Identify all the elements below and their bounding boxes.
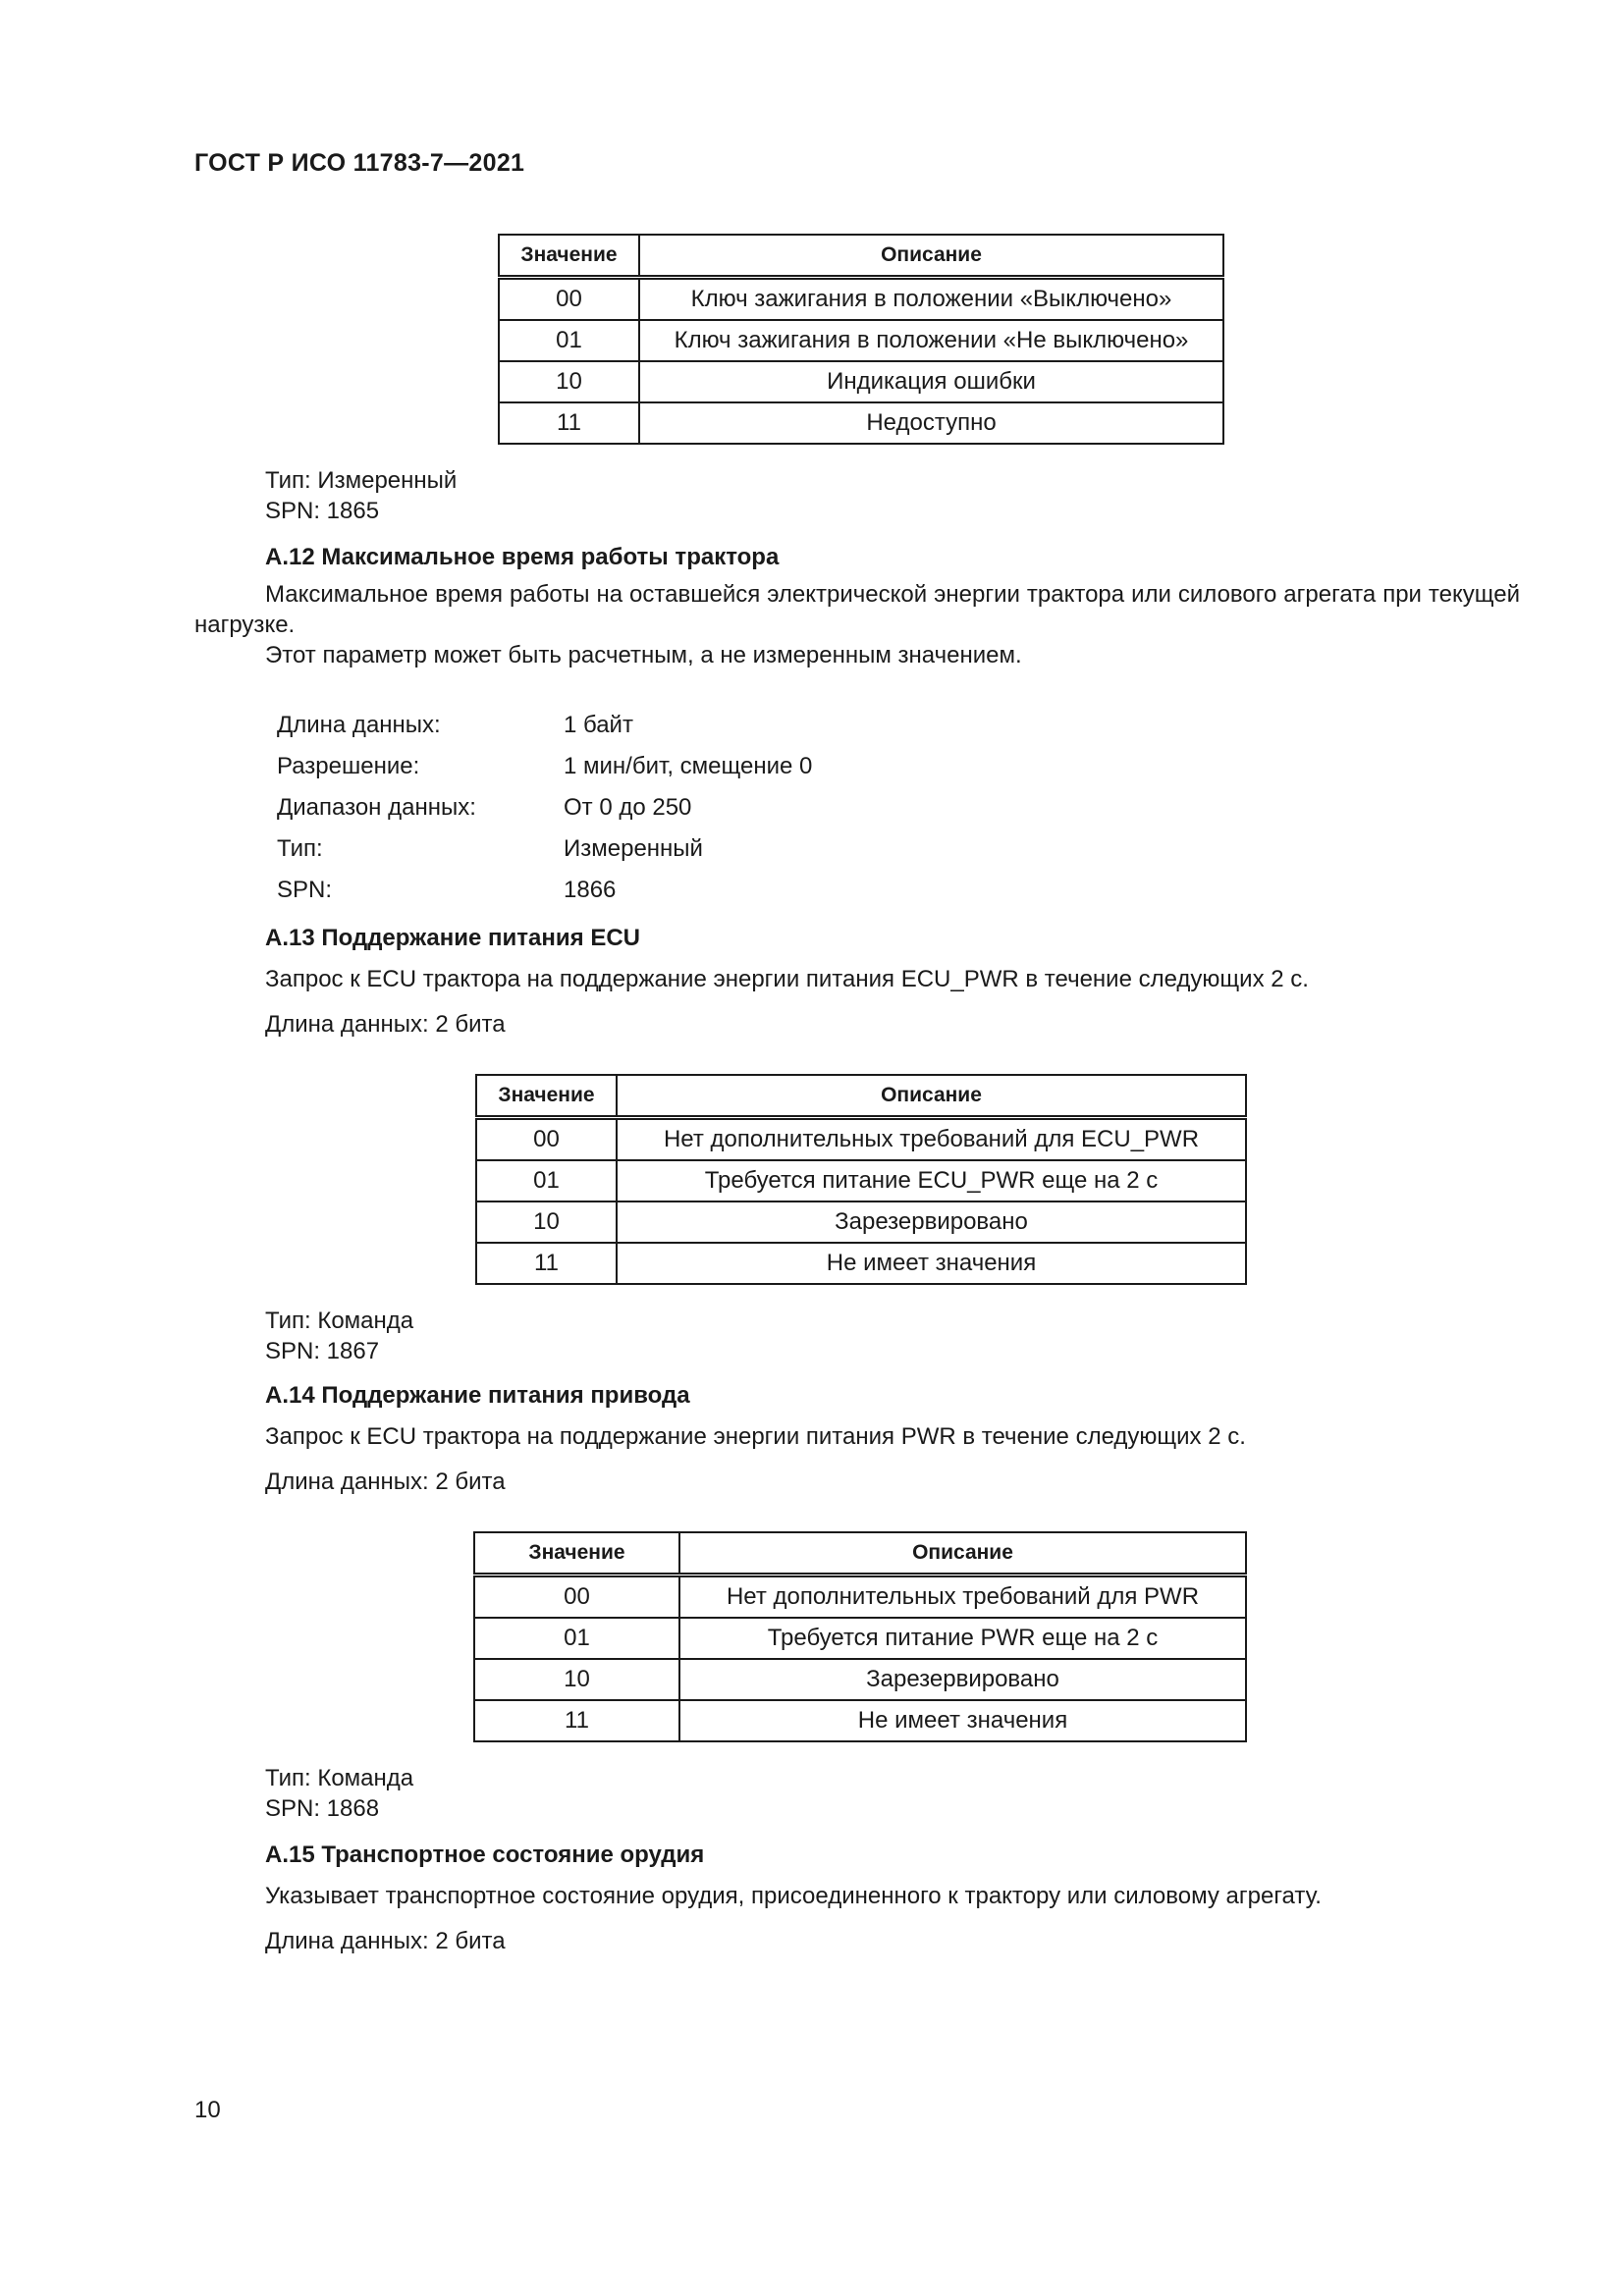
cell-value: 00 (474, 1575, 679, 1619)
table-row (476, 1201, 1246, 1243)
cell-value: 00 (499, 278, 639, 321)
parameter-key: Диапазон данных: (277, 794, 476, 821)
type-line: Тип: Команда (265, 1308, 414, 1334)
cell-value: 00 (476, 1118, 617, 1161)
cell-description: Недоступно (639, 402, 1223, 444)
parameter-row (277, 828, 812, 870)
type-line: Тип: Команда (265, 1765, 414, 1791)
cell-value: 01 (474, 1618, 679, 1659)
column-header-description: Описание (617, 1075, 1246, 1118)
section-heading-a15: А.15 Транспортное состояние орудия (265, 1842, 705, 1868)
table-row (499, 402, 1223, 444)
cell-value: 11 (499, 402, 639, 444)
cell-value: 10 (499, 361, 639, 402)
section-heading-a13: А.13 Поддержание питания ECU (265, 925, 640, 951)
parameter-key: Длина данных: (277, 712, 441, 738)
column-header-description: Описание (679, 1532, 1246, 1575)
spn-line: SPN: 1867 (265, 1338, 380, 1364)
cell-description: Не имеет значения (679, 1700, 1246, 1741)
parameter-key: SPN: (277, 877, 333, 903)
ignition-key-table (498, 234, 1224, 445)
column-header-description: Описание (639, 235, 1223, 278)
table-row (499, 320, 1223, 361)
parameter-list (277, 705, 812, 911)
cell-value: 01 (499, 320, 639, 361)
table-row (474, 1659, 1246, 1700)
parameter-row (277, 746, 812, 787)
table-row (474, 1575, 1246, 1619)
cell-description: Не имеет значения (617, 1243, 1246, 1284)
table-row (474, 1700, 1246, 1741)
cell-description: Зарезервировано (617, 1201, 1246, 1243)
spn-line: SPN: 1865 (265, 498, 380, 524)
parameter-value: От 0 до 250 (564, 794, 692, 821)
section-a12-paragraph: Максимальное время работы на оставшейся электрической энергии трактора или силового агрегата при текущей нагрузке. (194, 581, 1520, 638)
cell-value: 01 (476, 1160, 617, 1201)
parameter-value: 1866 (564, 877, 617, 903)
spn-line: SPN: 1868 (265, 1795, 380, 1822)
section-a14-paragraph: Запрос к ECU трактора на поддержание энергии питания PWR в течение следующих 2 с. (265, 1423, 1246, 1450)
cell-value: 11 (476, 1243, 617, 1284)
parameter-row (277, 787, 812, 828)
parameter-key: Разрешение: (277, 753, 420, 779)
table-row (474, 1618, 1246, 1659)
data-length-line: Длина данных: 2 бита (265, 1928, 506, 1954)
data-length-line: Длина данных: 2 бита (265, 1011, 506, 1038)
cell-description: Нет дополнительных требований для PWR (679, 1575, 1246, 1619)
section-a12-note: Этот параметр может быть расчетным, а не измеренным значением. (265, 642, 1022, 668)
parameter-value: Измеренный (564, 835, 703, 862)
page-number: 10 (194, 2097, 221, 2123)
cell-description: Ключ зажигания в положении «Выключено» (639, 278, 1223, 321)
cell-description: Требуется питание PWR еще на 2 с (679, 1618, 1246, 1659)
data-length-line: Длина данных: 2 бита (265, 1468, 506, 1495)
cell-description: Зарезервировано (679, 1659, 1246, 1700)
parameter-value: 1 мин/бит, смещение 0 (564, 753, 813, 779)
column-header-value: Значение (474, 1532, 679, 1575)
table-row (476, 1160, 1246, 1201)
table-header-row (474, 1532, 1246, 1575)
parameter-key: Тип: (277, 835, 323, 862)
drive-power-table (473, 1531, 1247, 1742)
cell-value: 10 (476, 1201, 617, 1243)
table-header-row (476, 1075, 1246, 1118)
column-header-value: Значение (476, 1075, 617, 1118)
cell-value: 10 (474, 1659, 679, 1700)
ecu-power-table (475, 1074, 1247, 1285)
table-row (476, 1118, 1246, 1161)
section-a13-paragraph: Запрос к ECU трактора на поддержание энергии питания ECU_PWR в течение следующих 2 с. (265, 966, 1309, 992)
table-header-row (499, 235, 1223, 278)
table-row (476, 1243, 1246, 1284)
cell-description: Ключ зажигания в положении «Не выключено» (639, 320, 1223, 361)
parameter-value: 1 байт (564, 712, 633, 738)
table-row (499, 278, 1223, 321)
cell-value: 11 (474, 1700, 679, 1741)
cell-description: Нет дополнительных требований для ECU_PWR (617, 1118, 1246, 1161)
document-header: ГОСТ Р ИСО 11783-7—2021 (194, 149, 525, 177)
column-header-value: Значение (499, 235, 639, 278)
cell-description: Индикация ошибки (639, 361, 1223, 402)
cell-description: Требуется питание ECU_PWR еще на 2 с (617, 1160, 1246, 1201)
section-heading-a12: А.12 Максимальное время работы трактора (265, 544, 780, 570)
section-a15-paragraph: Указывает транспортное состояние орудия, присоединенного к трактору или силовому агрегату. (265, 1883, 1322, 1909)
section-heading-a14: А.14 Поддержание питания привода (265, 1382, 690, 1409)
parameter-row (277, 870, 812, 911)
parameter-row (277, 705, 812, 746)
type-line: Тип: Измеренный (265, 467, 458, 494)
table-row (499, 361, 1223, 402)
